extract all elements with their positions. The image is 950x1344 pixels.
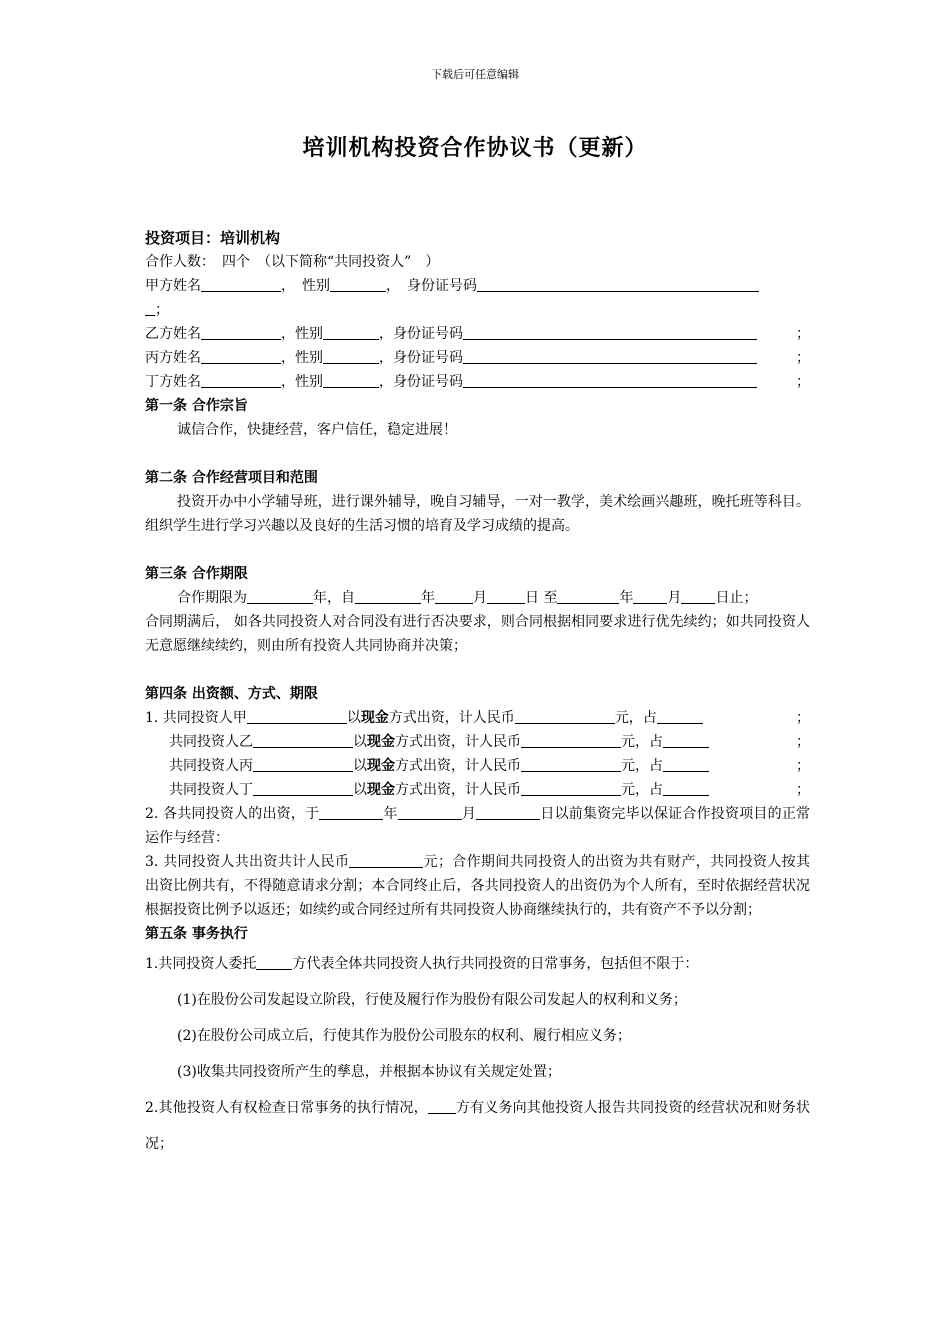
clause-2-year: 年 [383,806,398,822]
blank-deadline-year[interactable] [319,803,383,820]
party-ding-semicolon: ； [796,374,810,390]
term-start-month-label: 月 [473,590,487,606]
text-mode: 方式出资，计人民币 [395,758,521,774]
blank-term-years[interactable] [247,587,313,604]
blank-rmb[interactable] [521,731,621,748]
blank-share[interactable] [663,755,709,772]
blank-amount[interactable] [247,707,347,724]
article-5-item-3: (3)收集共同投资所产生的孳息，并根据本协议有关规定处置； [177,1064,561,1080]
blank-total-amount[interactable] [349,851,423,868]
document-title: 培训机构投资合作协议书（更新） [302,135,648,161]
blank-yi-name[interactable] [201,323,281,340]
blank-yi-gender[interactable] [323,323,379,340]
blank-share[interactable] [657,707,703,724]
clause-2-text-b: 日以前集资完毕以保证合作投资项目的正常运作与经营： [145,806,811,846]
blank-deadline-month[interactable] [398,803,462,820]
party-yi-gender-label: ，性别 [281,326,323,342]
article-1-text: 诚信合作，快捷经营，客户信任，稳定进展！ [177,422,457,438]
blank-deadline-day[interactable] [476,803,540,820]
party-jia-gender-label: ， 性别 [281,278,330,294]
term-start-day-label: 日 至 [525,590,558,606]
investment-row-jia [145,706,810,730]
term-end-label: 日止； [715,590,758,606]
party-bing-gender-label: ，性别 [281,350,323,366]
article-4-heading: 第四条 出资额、方式、期限 [145,686,318,702]
text-yi: 以 [353,758,367,774]
investment-row-bing [145,754,810,778]
text-yuan: 元，占 [614,710,657,726]
blank-end-month[interactable] [633,587,667,604]
text-yi: 以 [346,710,361,726]
term-start-year-label: 年 [421,590,435,606]
party-yi-semicolon: ； [796,326,810,342]
investment-row-yi [145,730,810,754]
blank-rmb[interactable] [521,755,621,772]
party-ding-line [145,370,810,394]
semicolon: ； [796,734,810,750]
investor-label: 1. 共同投资人甲 [145,710,247,726]
blank-delegate[interactable] [256,953,292,970]
party-bing-semicolon: ； [796,350,810,366]
blank-rmb[interactable] [515,707,615,724]
text-yi: 以 [353,734,367,750]
party-yi-line [145,322,810,346]
blank-start-year[interactable] [355,587,421,604]
article-3-heading: 第三条 合作期限 [145,566,248,582]
clause-2-month: 月 [461,806,477,822]
article-5-clause-1 [145,946,810,982]
text-mode: 方式出资，计人民币 [395,782,521,798]
party-jia-label: 甲方姓名 [145,278,201,294]
text-yi: 以 [353,782,367,798]
blank-end-year[interactable] [557,587,619,604]
article-5-heading: 第五条 事务执行 [145,926,248,942]
party-ding-id-label: ，身份证号码 [379,374,463,390]
blank-reporting-party[interactable] [428,1097,456,1114]
blank-ding-id[interactable] [463,371,757,388]
blank-ding-gender[interactable] [323,371,379,388]
blank-amount[interactable] [253,731,353,748]
term-end-month-label: 月 [667,590,682,606]
party-jia-line [145,274,810,298]
blank-start-month[interactable] [435,587,473,604]
text-yuan: 元，占 [621,734,663,750]
investor-label: 共同投资人丙 [169,758,253,774]
party-bing-label: 丙方姓名 [145,350,201,366]
term-year-from: 年，自 [313,590,355,606]
party-bing-id-label: ，身份证号码 [379,350,463,366]
clause-5-1-text-a: 1.共同投资人委托 [145,956,257,972]
investment-row-ding [145,778,810,802]
blank-share[interactable] [663,779,709,796]
text-yuan: 元，占 [621,782,663,798]
party-jia-id-label: ， 身份证号码 [386,278,477,294]
text-cash: 现金 [360,710,389,726]
partners-line: 合作人数： 四个 （以下简称“共同投资人” ） [145,254,440,270]
text-cash: 现金 [367,734,395,750]
blank-rmb[interactable] [521,779,621,796]
article-3-text: 合同期满后， 如各共同投资人对合同没有进行否决要求，则合同根据相同要求进行优先续约；如共同投资人无意愿继续续约，则由所有投资人共同协商并决策； [145,614,810,654]
blank-start-day[interactable] [487,587,525,604]
party-yi-label: 乙方姓名 [145,326,201,342]
clause-2-text-a: 2. 各共同投资人的出资，于 [145,806,320,822]
investor-label: 共同投资人丁 [169,782,253,798]
blank-bing-gender[interactable] [323,347,379,364]
blank-jia-id-continued[interactable] [145,299,155,316]
term-label: 合作期限为 [177,590,247,606]
blank-share[interactable] [663,731,709,748]
document-body [145,226,810,1162]
article-5-item-2: (2)在股份公司成立后，行使其作为股份公司股东的权利、履行相应义务； [177,1028,631,1044]
party-jia-tail [145,298,810,322]
party-ding-label: 丁方姓名 [145,374,201,390]
text-mode: 方式出资，计人民币 [388,710,515,726]
party-jia-semicolon: ； [155,302,169,318]
term-end-year-label: 年 [619,590,634,606]
blank-bing-id[interactable] [463,347,757,364]
article-4-clause-3 [145,850,810,922]
text-mode: 方式出资，计人民币 [395,734,521,750]
clause-5-2-text-b: 方有义务向其他投资人报告共同投资的经营状况和财务状况； [145,1100,811,1152]
text-cash: 现金 [367,782,395,798]
article-1-heading: 第一条 合作宗旨 [145,398,248,414]
clause-3-text-b: 元；合作期间共同投资人的出资为共有财产，共同投资人按其出资比例共有，不得随意请求分割；本合同终止后，各共同投资人的出资仍为个人所有，至时依据经营状况根据投资比例予以返还；如续约或合同经过所有共同投资人协商继续执行的，共有资产不予以分割； [145,854,810,918]
page-header-note: 下载后可任意编辑 [431,68,519,81]
investor-label: 共同投资人乙 [169,734,253,750]
semicolon: ； [796,758,810,774]
blank-bing-name[interactable] [201,347,281,364]
blank-amount[interactable] [253,755,353,772]
article-2-text: 投资开办中小学辅导班，进行课外辅导，晚自习辅导，一对一教学，美术绘画兴趣班，晚托班等科目。组织学生进行学习兴趣以及良好的生活习惯的培育及学习成绩的提高。 [145,494,810,534]
party-ding-gender-label: ，性别 [281,374,323,390]
article-5-clause-2 [145,1090,810,1162]
blank-amount[interactable] [253,779,353,796]
text-yuan: 元，占 [621,758,663,774]
article-4-clause-2 [145,802,810,850]
blank-jia-name[interactable] [201,275,281,292]
clause-5-2-text-a: 2.其他投资人有权检查日常事务的执行情况， [145,1100,428,1116]
semicolon: ； [796,782,810,798]
clause-3-text-a: 3. 共同投资人共出资共计人民币 [145,854,350,870]
party-bing-line [145,346,810,370]
blank-jia-gender[interactable] [330,275,386,292]
blank-jia-id[interactable] [477,275,759,292]
semicolon: ； [796,710,810,726]
clause-5-1-text-b: 方代表全体共同投资人执行共同投资的日常事务，包括但不限于： [292,956,699,972]
party-yi-id-label: ，身份证号码 [379,326,463,342]
article-5-item-1: (1)在股份公司发起设立阶段，行使及履行作为股份有限公司发起人的权利和义务； [177,992,687,1008]
article-2-heading: 第二条 合作经营项目和范围 [145,470,318,486]
blank-yi-id[interactable] [463,323,757,340]
text-cash: 现金 [367,758,395,774]
blank-ding-name[interactable] [201,371,281,388]
blank-end-day[interactable] [681,587,715,604]
article-3-term-line [145,586,810,610]
project-line: 投资项目：培训机构 [145,229,281,247]
